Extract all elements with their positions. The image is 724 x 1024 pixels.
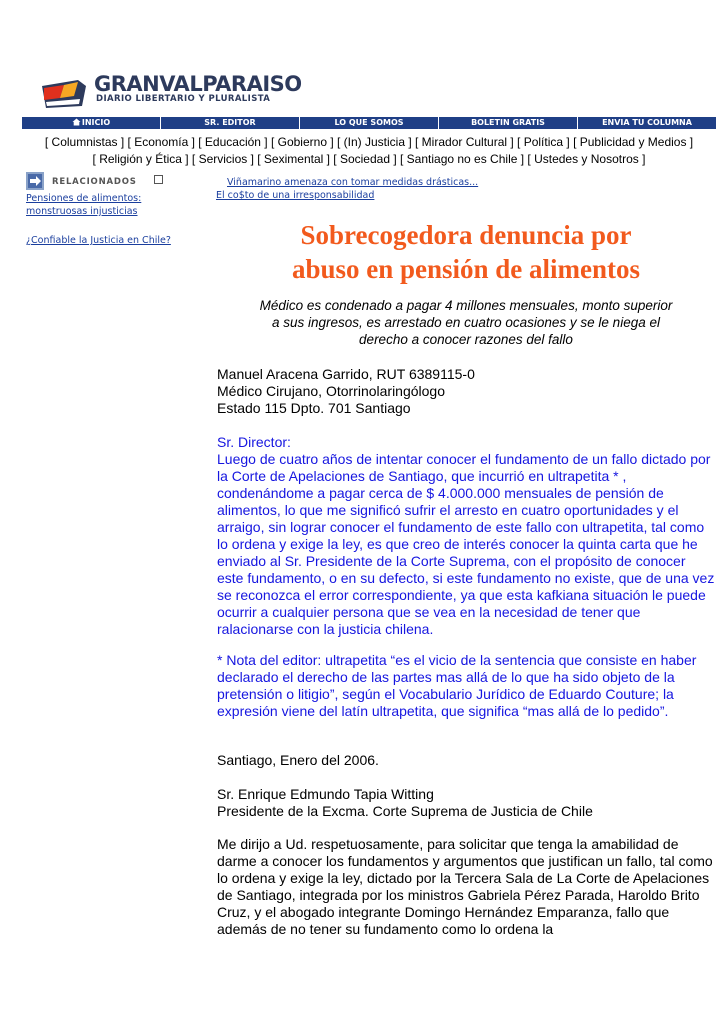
salutation: Sr. Director: — [217, 434, 291, 450]
logo-subtitle: DIARIO LIBERTARIO Y PLURALISTA — [96, 94, 271, 104]
home-icon — [72, 118, 81, 126]
article-subhead: Médico es condenado a pagar 4 millones mensuales, monto superior a sus ingresos, es arrestado en cuatro ocasiones y se le niega el derecho a conocer razones del fallo — [259, 298, 673, 347]
headline-line2: abuso en pensión de alimentos — [291, 254, 641, 284]
letter-to-director — [217, 434, 715, 638]
letter-body: Me dirijo a Ud. respetuosamente, para solicitar que tenga la amabilidad de darme a conocer los fundamentos y argumentos que justifican un fallo, tal como lo ordena y exige la ley, dictado por la Tercera Sala de La Corte de Apelaciones de Santiago, integrada por los ministros Gabriela Pérez Parada, Haroldo Brito Cruz, y el abogado integrante Domingo Hernández Emparanza, fallo que además de no tener su fundamento como lo ordena la — [217, 836, 713, 937]
nav-inicio-label: INICIO — [81, 118, 111, 127]
nav-boletin-gratis[interactable]: BOLETIN GRATIS — [439, 117, 578, 129]
related-link-justicia[interactable]: ¿Confiable la Justicia en Chile? — [26, 235, 171, 246]
headline-line1: Sobrecogedora denuncia por — [300, 220, 632, 250]
site-logo[interactable] — [38, 74, 328, 112]
editor-note: * Nota del editor: ultrapetita “es el vicio de la sentencia que consiste en haber declarado el derecho de las partes mas allá de lo que ha sido objeto de la pretensión o litigio”, según el Vocabulario Jurídico de Eduardo Couture; la expresión viene del latín ultrapetita, que significa “mas allá de lo pedido”. — [217, 652, 697, 719]
logo-title: GRANVALPARAISO — [94, 72, 302, 96]
author-address: Estado 115 Dpto. 701 Santiago — [217, 400, 411, 416]
sections-menu — [22, 134, 716, 168]
nav-lo-que-somos[interactable]: LO QUE SOMOS — [300, 117, 439, 129]
author-block — [217, 366, 715, 417]
recipient-block — [217, 786, 715, 820]
logo-mark-icon — [38, 76, 90, 110]
nav-sr-editor[interactable]: SR. EDITOR — [161, 117, 300, 129]
sections-links-line2[interactable]: [ Religión y Ética ] [ Servicios ] [ Seximental ] [ Sociedad ] [ Santiago no es Chile ] [ Ustedes y Nosotros ] — [92, 152, 646, 166]
top-link-vinamarino[interactable]: Viñamarino amenaza con tomar medidas drásticas... — [227, 177, 479, 188]
related-link-pensiones[interactable]: Pensiones de alimentos: monstruosas injusticias — [26, 193, 142, 217]
related-header — [26, 172, 166, 192]
nav-inicio[interactable] — [22, 117, 161, 129]
related-label: RELACIONADOS — [52, 177, 137, 187]
arrow-right-icon — [26, 172, 44, 190]
sections-links-line1[interactable]: [ Columnistas ] [ Economía ] [ Educación ] [ Gobierno ] [ (In) Justicia ] [ Mirador Cultural ] [ Política ] [ Publicidad y Medios ] — [44, 135, 694, 149]
nav-envia-tu-columna[interactable]: ENVIA TU COLUMNA — [602, 118, 692, 127]
author-name: Manuel Aracena Garrido, RUT 6389115-0 — [217, 366, 475, 382]
top-link-costo[interactable]: El co$to de una irresponsabilidad — [216, 190, 375, 201]
recipient-name: Sr. Enrique Edmundo Tapia Witting — [217, 786, 434, 802]
letter-paragraph: Luego de cuatro años de intentar conocer el fundamento de un fallo dictado por la Corte de Apelaciones de Santiago, que incurrió en ultrapetita * , condenándome a pagar cerca de $ 4.000.000 mensuales de pensión de alimentos, lo que me significó sufrir el arresto en cuatro oportunidades y el arraigo, sin lograr conocer el fundamento de este fallo con ultrapetita, tal como lo ordena y exige la ley, es que creo de interés conocer la quinta carta que he enviado al Sr. Presidente de la Corte Suprema, con el propósito de conocer este fundamento, o en su defecto, si este fundamento no existe, que de una vez se reconozca el error correspondiente, ya que esta kafkiana situación le puede ocurrir a cualquier persona que se vea en la necesidad de tener que ralacionarse con la justicia chilena. — [217, 451, 715, 637]
checkbox-icon[interactable] — [154, 175, 163, 184]
main-nav — [22, 117, 716, 129]
article-headline — [216, 218, 716, 286]
letter-date: Santiago, Enero del 2006. — [217, 752, 379, 768]
author-title: Médico Cirujano, Otorrinolaringólogo — [217, 383, 446, 399]
recipient-title: Presidente de la Excma. Corte Suprema de Justicia de Chile — [217, 803, 593, 819]
